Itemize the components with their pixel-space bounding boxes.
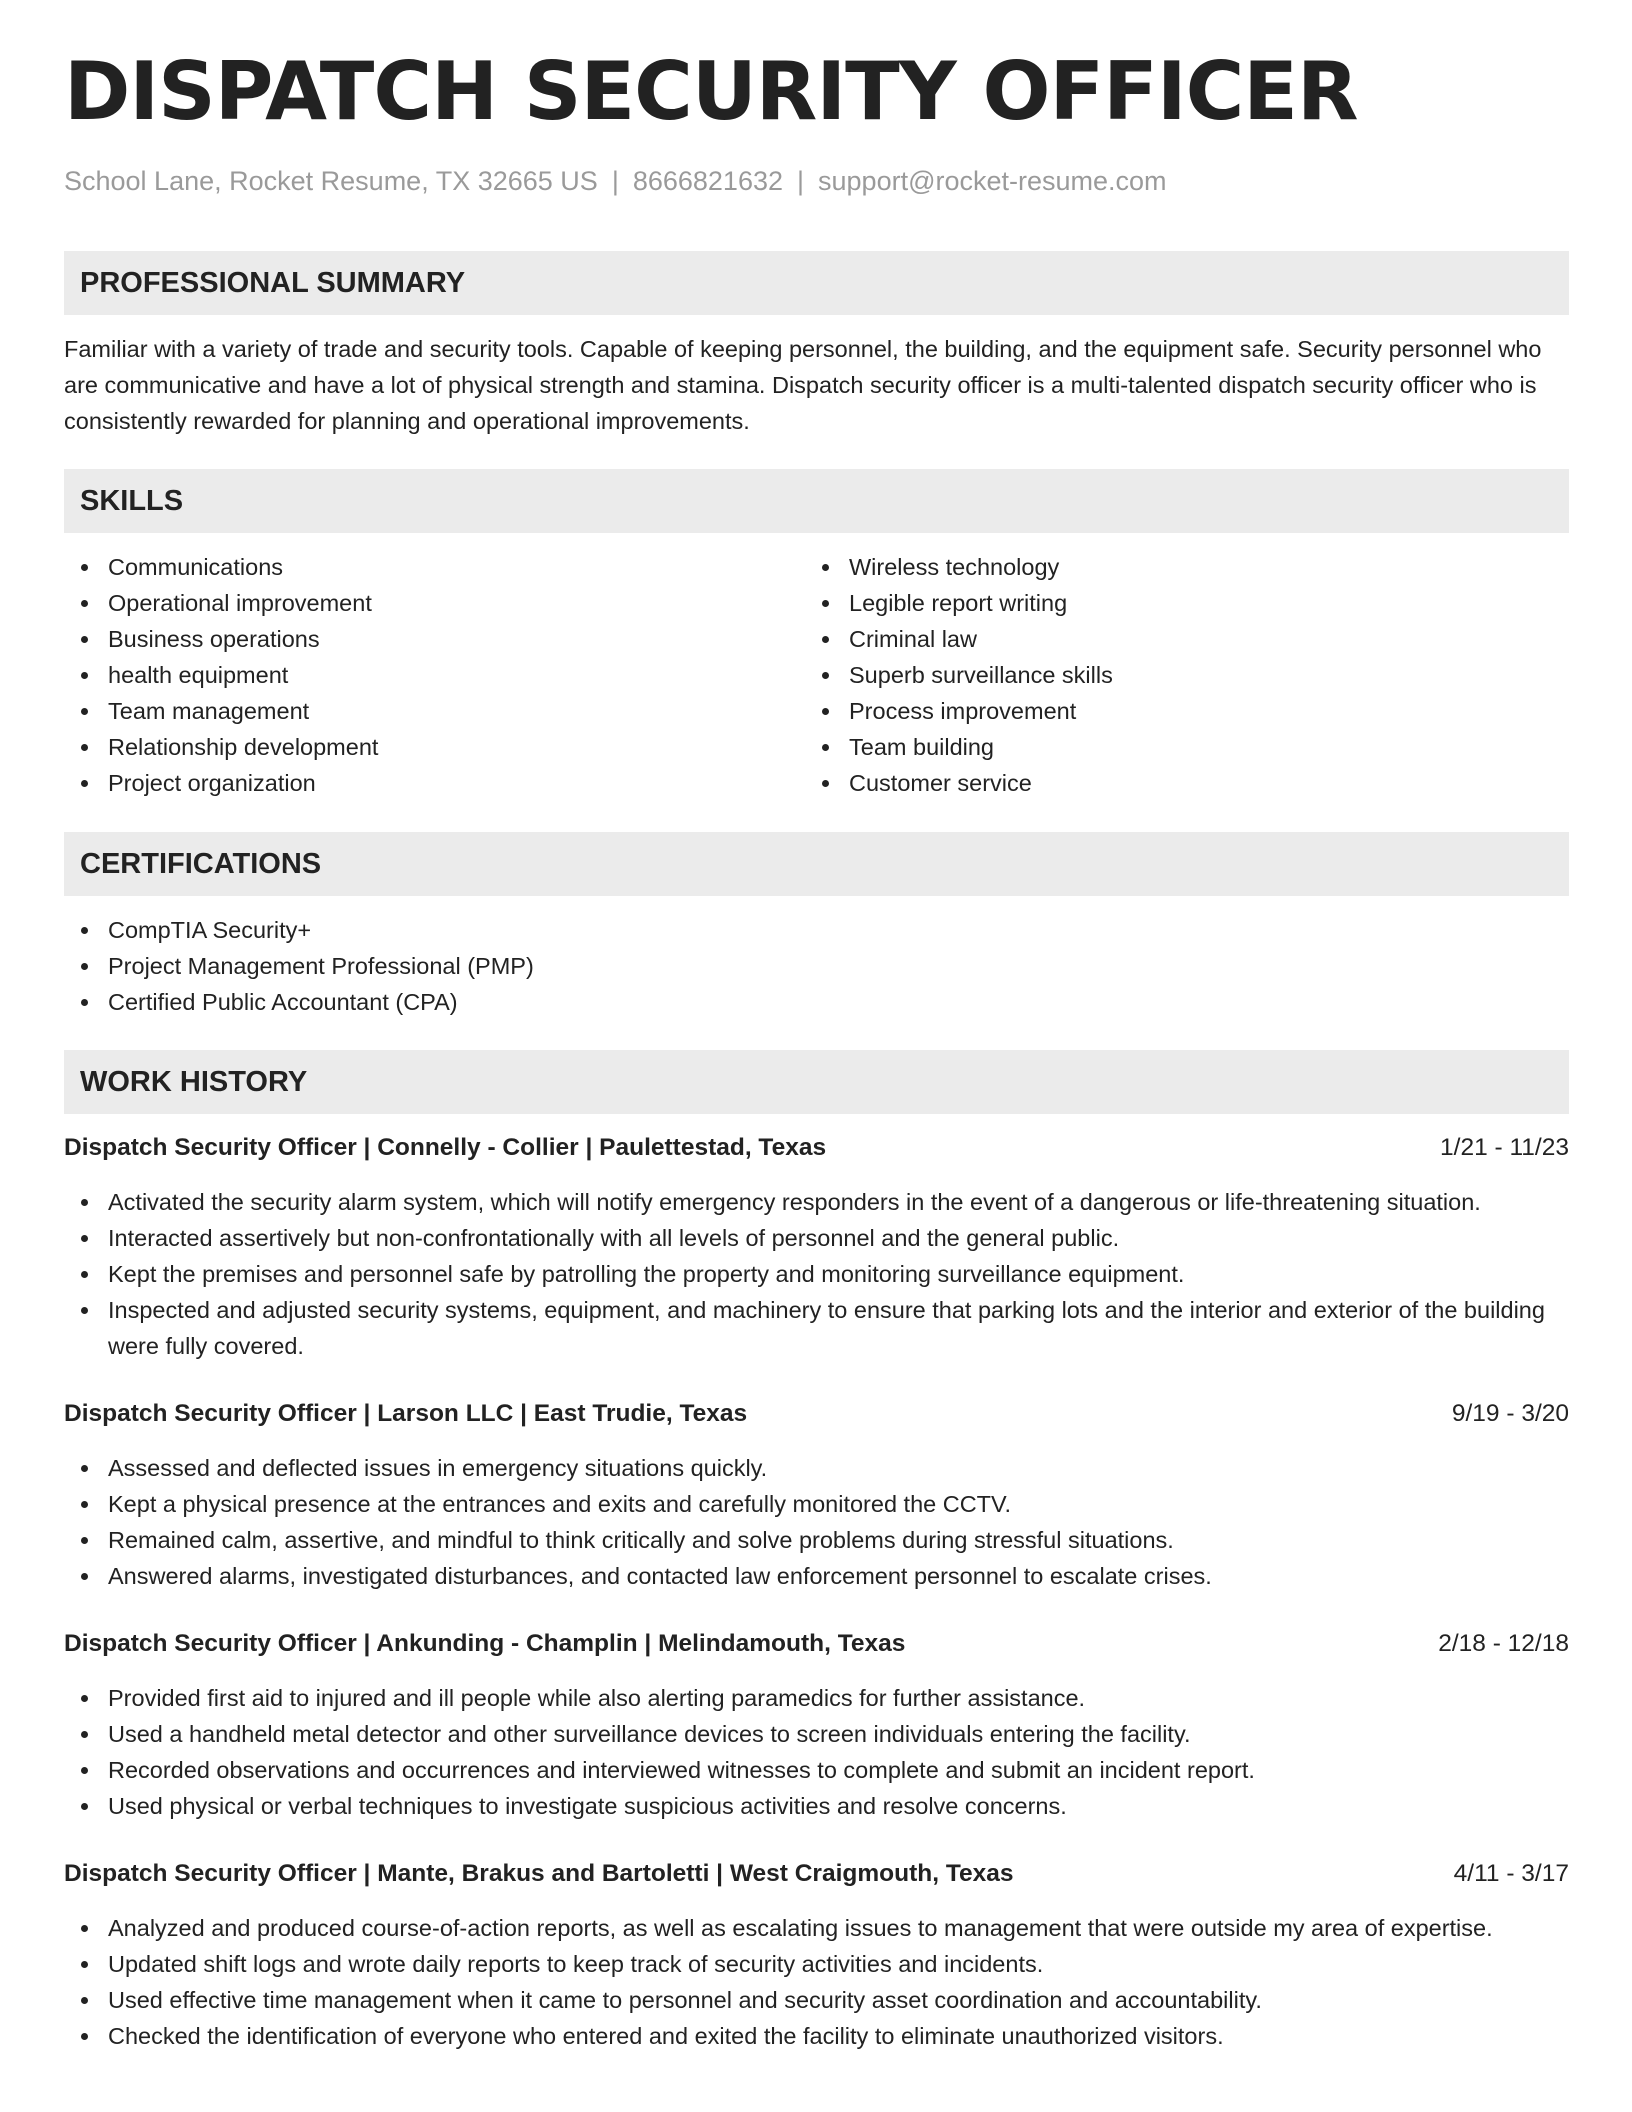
job-dates: 1/21 - 11/23: [1440, 1134, 1569, 1161]
skill-item: Customer service: [805, 765, 1545, 801]
job-duty-item: Checked the identification of everyone who entered and exited the facility to eliminate unauthorized visitors.: [64, 2018, 1569, 2054]
candidate-name: DISPATCH SECURITY OFFICER: [64, 45, 1358, 138]
contact-separator: |: [611, 166, 619, 196]
job-title: Dispatch Security Officer | Connelly - Collier | Paulettestad, Texas: [64, 1134, 827, 1161]
job-entry: [64, 1856, 1569, 2054]
skill-item: Communications: [64, 549, 804, 585]
job-heading-row: [64, 1130, 1569, 1166]
job-title: Dispatch Security Officer | Mante, Brakus and Bartoletti | West Craigmouth, Texas: [64, 1860, 1014, 1887]
skill-item: Team building: [805, 729, 1545, 765]
skill-item: Operational improvement: [64, 585, 804, 621]
skill-item: Criminal law: [805, 621, 1545, 657]
certification-item: Certified Public Accountant (CPA): [64, 984, 1569, 1020]
skill-item: Wireless technology: [805, 549, 1545, 585]
contact-address: School Lane, Rocket Resume, TX 32665 US: [64, 166, 598, 196]
skill-item: Superb surveillance skills: [805, 657, 1545, 693]
contact-line: [64, 168, 1167, 195]
job-duty-item: Used physical or verbal techniques to investigate suspicious activities and resolve concerns.: [64, 1788, 1569, 1824]
job-duties-list: [64, 1184, 1569, 1364]
certification-item: Project Management Professional (PMP): [64, 948, 1569, 984]
contact-email[interactable]: support@rocket-resume.com: [818, 166, 1167, 196]
job-duty-item: Analyzed and produced course-of-action reports, as well as escalating issues to management that were outside my area of expertise.: [64, 1910, 1569, 1946]
job-entry: [64, 1626, 1569, 1824]
job-heading-row: [64, 1626, 1569, 1662]
skills-column-right: [805, 549, 1545, 801]
skill-item: Process improvement: [805, 693, 1545, 729]
job-dates: 2/18 - 12/18: [1438, 1630, 1569, 1657]
section-header-summary: PROFESSIONAL SUMMARY: [64, 251, 1569, 315]
section-header-skills: SKILLS: [64, 469, 1569, 533]
job-heading-row: [64, 1856, 1569, 1892]
skill-item: Relationship development: [64, 729, 804, 765]
skill-item: health equipment: [64, 657, 804, 693]
job-duty-item: Remained calm, assertive, and mindful to think critically and solve problems during stressful situations.: [64, 1522, 1569, 1558]
job-duty-item: Updated shift logs and wrote daily reports to keep track of security activities and incidents.: [64, 1946, 1569, 1982]
job-duties-list: [64, 1450, 1569, 1594]
skill-item: Legible report writing: [805, 585, 1545, 621]
job-duty-item: Activated the security alarm system, which will notify emergency responders in the event of a dangerous or life-threatening situation.: [64, 1184, 1569, 1220]
job-duty-item: Inspected and adjusted security systems, equipment, and machinery to ensure that parking lots and the interior and exterior of the building were fully covered.: [64, 1292, 1569, 1364]
skill-item: Team management: [64, 693, 804, 729]
contact-phone: 8666821632: [632, 166, 783, 196]
contact-separator: |: [797, 166, 805, 196]
job-duty-item: Used a handheld metal detector and other surveillance devices to screen individuals entering the facility.: [64, 1716, 1569, 1752]
job-entry: [64, 1396, 1569, 1594]
job-dates: 4/11 - 3/17: [1453, 1860, 1569, 1887]
job-duty-item: Provided first aid to injured and ill people while also alerting paramedics for further assistance.: [64, 1680, 1569, 1716]
job-duty-item: Kept the premises and personnel safe by patrolling the property and monitoring surveillance equipment.: [64, 1256, 1569, 1292]
job-duty-item: Recorded observations and occurrences and interviewed witnesses to complete and submit an incident report.: [64, 1752, 1569, 1788]
job-duties-list: [64, 1910, 1569, 2054]
job-duty-item: Interacted assertively but non-confrontationally with all levels of personnel and the general public.: [64, 1220, 1569, 1256]
job-dates: 9/19 - 3/20: [1451, 1400, 1569, 1427]
job-heading-row: [64, 1396, 1569, 1432]
job-duties-list: [64, 1680, 1569, 1824]
job-duty-item: Used effective time management when it came to personnel and security asset coordination and accountability.: [64, 1982, 1569, 2018]
section-header-work-history: WORK HISTORY: [64, 1050, 1569, 1114]
certification-item: CompTIA Security+: [64, 912, 1569, 948]
skill-item: Business operations: [64, 621, 804, 657]
job-duty-item: Kept a physical presence at the entrances and exits and carefully monitored the CCTV.: [64, 1486, 1569, 1522]
section-header-certifications: CERTIFICATIONS: [64, 832, 1569, 896]
certifications-list: [64, 912, 1569, 1020]
job-duty-item: Answered alarms, investigated disturbances, and contacted law enforcement personnel to escalate crises.: [64, 1558, 1569, 1594]
job-entry: [64, 1130, 1569, 1364]
summary-text: Familiar with a variety of trade and security tools. Capable of keeping personnel, the building, and the equipment safe. Security personnel who are communicative and have a lot of physical strength and stamina. Dispatch security officer is a multi-talented dispatch security officer who is consistently rewarded for planning and operational improvements.: [64, 336, 1542, 434]
skills-column-left: [64, 549, 804, 801]
job-title: Dispatch Security Officer | Larson LLC | East Trudie, Texas: [64, 1400, 748, 1427]
skill-item: Project organization: [64, 765, 804, 801]
job-duty-item: Assessed and deflected issues in emergency situations quickly.: [64, 1450, 1569, 1486]
job-title: Dispatch Security Officer | Ankunding - Champlin | Melindamouth, Texas: [64, 1630, 906, 1657]
